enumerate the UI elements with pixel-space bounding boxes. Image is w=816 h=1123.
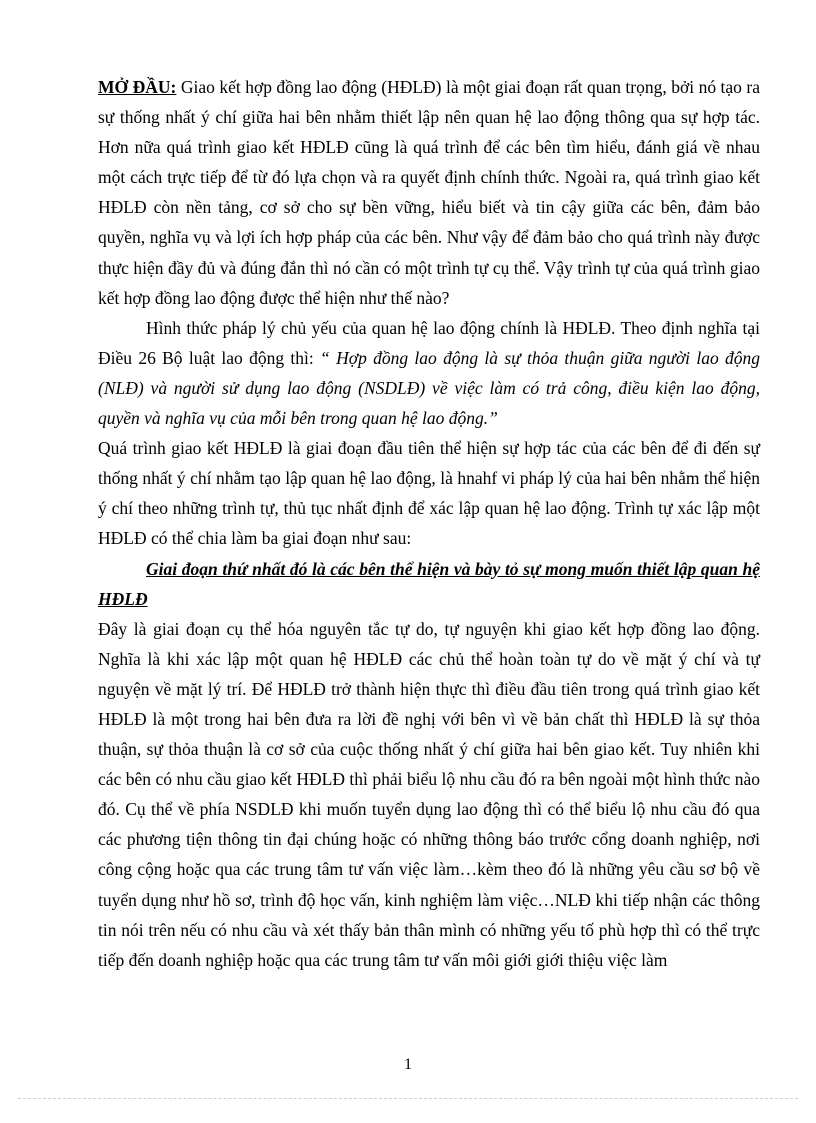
document-body — [98, 72, 760, 975]
definition-quote: “ Hợp đồng lao động là sự thỏa thuận giữa người lao động (NLĐ) và người sử dụng lao động (NSDLĐ) về việc làm có trả công, điều kiện lao động, quyền và nghĩa vụ của mỗi bên trong quan hệ lao động.” — [98, 347, 760, 429]
process-paragraph: Quá trình giao kết HĐLĐ là giai đoạn đầu tiên thể hiện sự hợp tác của các bên để đi đến sự thống nhất ý chí nhằm tạo lập quan hệ lao động, là hnahf vi pháp lý của hai bên nhằm thể hiện ý chí theo những trình tự, thủ tục nhất định để xác lập quan hệ lao động. Trình tự xác lập một HĐLĐ có thể chia làm ba giai đoạn như sau: — [98, 438, 760, 549]
intro-paragraph — [98, 72, 760, 313]
stage-one-heading: Giai đoạn thứ nhất đó là các bên thể hiện và bày tỏ sự mong muốn thiết lập quan hệ HĐLĐ — [98, 558, 760, 609]
definition-lead: Hình thức pháp lý chủ yếu của quan hệ lao động chính là HĐLĐ. Theo định nghĩa tại Điều 26 Bộ luật lao động thì: — [98, 317, 760, 368]
intro-text: Giao kết hợp đồng lao động (HĐLĐ) là một giai đoạn rất quan trọng, bởi nó tạo ra sự thống nhất ý chí giữa hai bên nhằm thiết lập nên quan hệ lao động thông qua sự hợp tác. Hơn nữa quá trình giao kết HĐLĐ cũng là quá trình để các bên tìm hiểu, đánh giá về nhau một cách trực tiếp để từ đó lựa chọn và ra quyết định chính thức. Ngoài ra, quá trình giao kết HĐLĐ còn nền tảng, cơ sở cho sự bền vững, hiểu biết và tin cậy giữa các bên, đảm bảo quyền, nghĩa vụ và lợi ích hợp pháp của các bên. Như vậy để đảm bảo cho quá trình này được thực hiện đầy đủ và đúng đắn thì nó cần có một trình tự cụ thể. Vậy trình tự của quá trình giao kết hợp đồng lao động được thể hiện như thế nào? — [98, 77, 761, 308]
intro-label: MỞ ĐẦU: — [98, 77, 177, 97]
page-number: 1 — [404, 1056, 412, 1073]
definition-paragraph — [98, 313, 760, 433]
footer-divider — [18, 1098, 798, 1099]
stage-one-body: Đây là giai đoạn cụ thể hóa nguyên tắc tự do, tự nguyện khi giao kết hợp đồng lao động. Nghĩa là khi xác lập một quan hệ HĐLĐ các chủ thể hoàn toàn tự do về mặt ý chí và tự nguyện về mặt lý trí. Để HĐLĐ trở thành hiện thực thì điều đầu tiên trong quá trình giao kết HĐLĐ là một trong hai bên đưa ra lời đề nghị với bên vì về bản chất thì HĐLĐ là sự thỏa thuận, sự thỏa thuận là cơ sở của cuộc thống nhất ý chí giữa hai bên giao kết. Tuy nhiên khi các bên có nhu cầu giao kết HĐLĐ thì phải biểu lộ nhu cầu đó ra bên ngoài một hình thức nào đó. Cụ thể về phía NSDLĐ khi muốn tuyển dụng lao động thì có thể biểu lộ nhu cầu đó qua các phương tiện thông tin đại chúng hoặc có những thông báo trước cổng doanh nghiệp, nơi công cộng hoặc qua các trung tâm tư vấn việc làm…kèm theo đó là những yêu cầu sơ bộ về tuyển dụng như hồ sơ, trình độ học vấn, kinh nghiệm làm việc…NLĐ khi tiếp nhận các thông tin nói trên nếu có nhu cầu và xét thấy bản thân mình có những yếu tố phù hợp thì có thể trực tiếp đến doanh nghiệp hoặc qua các trung tâm tư vấn môi giới giới thiệu việc làm — [98, 618, 760, 970]
